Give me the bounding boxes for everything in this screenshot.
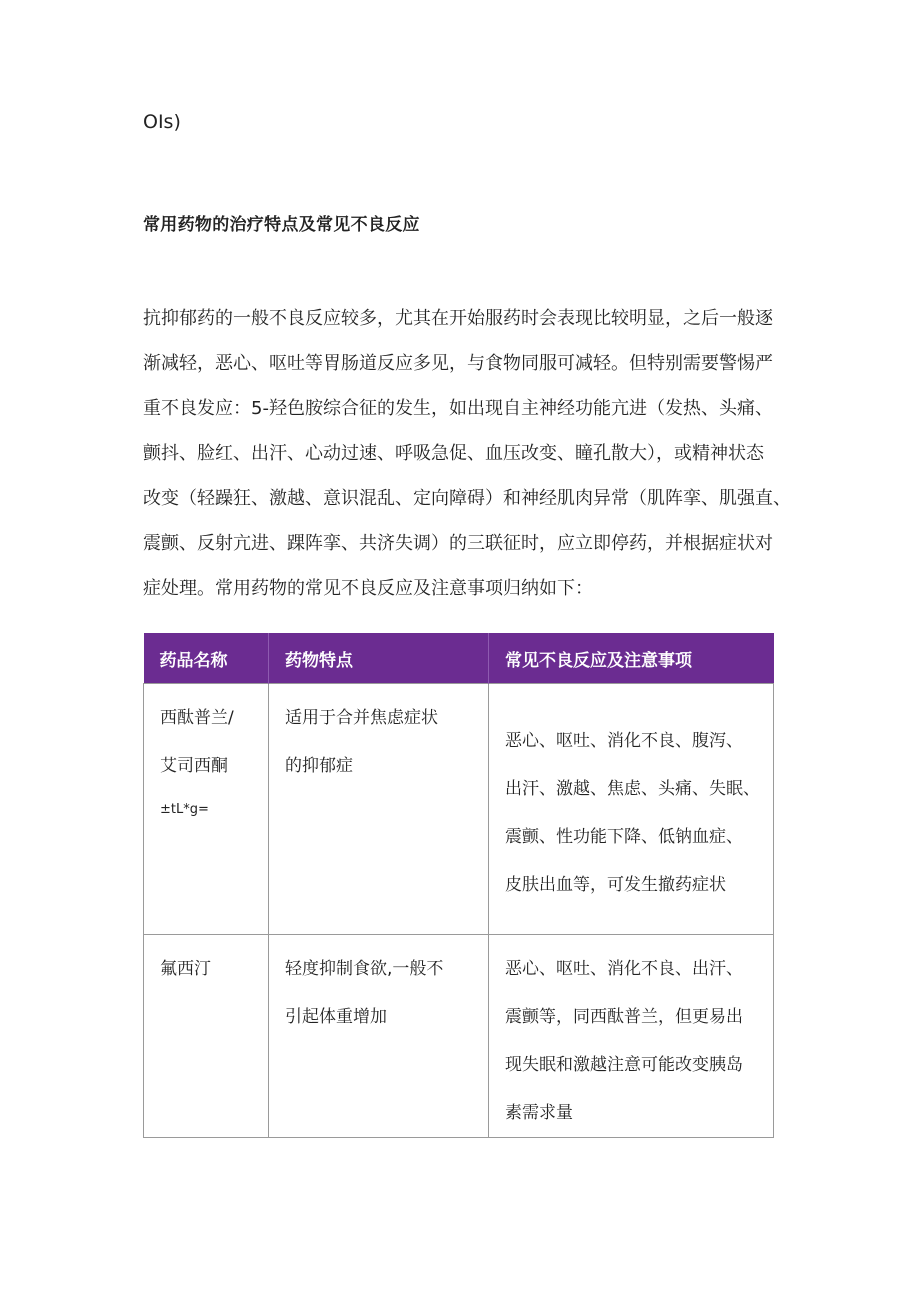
drug-name-cell xyxy=(144,935,269,1138)
cell-line: 轻度抑制食欲,一般不 xyxy=(285,959,444,979)
paragraph-line: 颤抖、脸红、出汗、心动过速、呼吸急促、血压改变、瞳孔散大），或精神状态 xyxy=(143,443,764,464)
drug-feature-cell xyxy=(269,684,489,935)
text-fragment: OIs) xyxy=(143,111,181,133)
cell-line: 出汗、激越、焦虑、头痛、失眠、 xyxy=(505,779,760,799)
paragraph-line: 抗抑郁药的一般不良反应较多，尤其在开始服药时会表现比较明显，之后一般逐 xyxy=(143,308,773,329)
cell-line: 氟西汀 xyxy=(160,959,211,979)
header-adverse-reactions: 常见不良反应及注意事项 xyxy=(489,633,774,684)
paragraph-line: 症处理。常用药物的常见不良反应及注意事项归纳如下： xyxy=(143,578,593,599)
cell-line: 引起体重增加 xyxy=(285,1007,387,1027)
cell-line: 震颤等，同西酞普兰，但更易出 xyxy=(505,1007,743,1027)
cell-line: 恶心、呕吐、消化不良、腹泻、 xyxy=(505,731,743,751)
drug-table xyxy=(143,633,774,1138)
section-heading: 常用药物的治疗特点及常见不良反应 xyxy=(143,215,420,235)
header-drug-feature: 药物特点 xyxy=(269,633,489,684)
cell-line: 现失眠和激越注意可能改变胰岛 xyxy=(505,1055,743,1075)
paragraph-line: 重不良发应：5-羟色胺综合征的发生，如出现自主神经功能亢进（发热、头痛、 xyxy=(143,398,773,419)
cell-line: 西酞普兰/ xyxy=(160,708,234,728)
paragraph-line: 震颤、反射亢进、踝阵挛、共济失调）的三联征时，应立即停药，并根据症状对 xyxy=(143,533,773,554)
cell-line: 适用于合并焦虑症状 xyxy=(285,708,438,728)
adverse-reaction-cell xyxy=(489,935,774,1138)
header-drug-name: 药品名称 xyxy=(144,633,269,684)
cell-line: 恶心、呕吐、消化不良、出汗、 xyxy=(505,959,743,979)
cell-line: 震颤、性功能下降、低钠血症、 xyxy=(505,827,743,847)
paragraph-line: 渐减轻，恶心、呕吐等胃肠道反应多见，与食物同服可减轻。但特别需要警惕严 xyxy=(143,353,773,374)
adverse-reaction-cell xyxy=(489,684,774,935)
cell-line: 的抑郁症 xyxy=(285,756,353,776)
cell-line: ±tL*g= xyxy=(160,802,209,817)
table-row xyxy=(144,935,774,1138)
table-row xyxy=(144,684,774,935)
drug-name-cell xyxy=(144,684,269,935)
drug-feature-cell xyxy=(269,935,489,1138)
cell-line: 素需求量 xyxy=(505,1103,573,1123)
cell-line: 艾司西酮 xyxy=(160,756,228,776)
paragraph-line: 改变（轻躁狂、激越、意识混乱、定向障碍）和神经肌肉异常（肌阵挛、肌强直、 xyxy=(143,488,791,509)
table-header-row xyxy=(144,633,774,684)
body-paragraph xyxy=(143,300,793,615)
cell-line: 皮肤出血等，可发生撤药症状 xyxy=(505,875,726,895)
